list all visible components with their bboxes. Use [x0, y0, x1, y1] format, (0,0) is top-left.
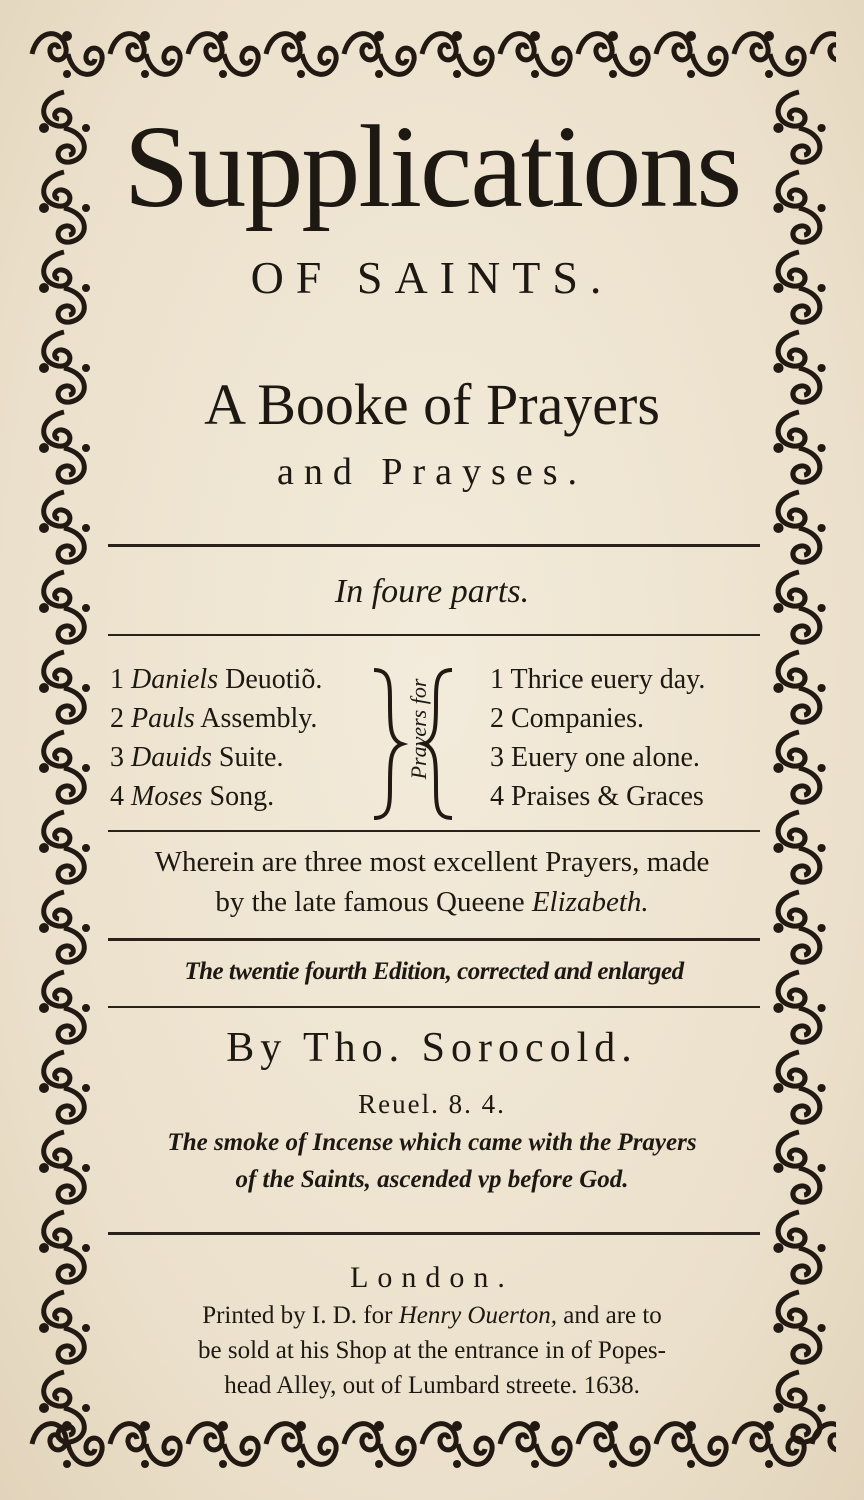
list-item: 4 Moses Song.: [110, 781, 275, 812]
rule-divider: [108, 938, 760, 941]
quote-line-2: of the Saints, ascended vp before God.: [235, 1166, 629, 1193]
scripture-quote: [104, 1124, 760, 1198]
parts-list-right: [490, 660, 705, 816]
rule-divider: [108, 1006, 760, 1008]
publisher-name: Henry Ouerton,: [398, 1302, 557, 1329]
rule-divider: [108, 634, 760, 636]
imprint-place: London.: [350, 1261, 514, 1294]
list-item: 3 Dauids Suite.: [110, 742, 284, 773]
list-item: 2 Companies.: [490, 703, 644, 734]
queen-name: Elizabeth.: [531, 886, 649, 918]
wherein-line-1: Wherein are three most excellent Prayers, made: [154, 846, 710, 878]
list-item: 3 Euery one alone.: [490, 742, 700, 773]
rule-divider: [108, 544, 760, 547]
ornamental-border-top: [28, 18, 836, 90]
subtitle-line-2: and Prayses.: [277, 451, 587, 493]
ornamental-border-right: [762, 18, 838, 1482]
parts-heading: In foure parts.: [334, 573, 530, 610]
ornamental-border-bottom: [28, 1408, 836, 1482]
title-subline: OF SAINTS.: [250, 252, 614, 303]
prayers-for-connector: Prayers for: [406, 678, 431, 780]
parts-list-left: [110, 660, 322, 816]
quote-line-1: The smoke of Incense which came with the Prayers: [167, 1129, 697, 1156]
scripture-reference: Reuel. 8. 4.: [358, 1089, 506, 1119]
rule-divider: [108, 830, 760, 832]
subtitle-line-1: A Booke of Prayers: [204, 372, 660, 437]
list-item: 2 Pauls Assembly.: [110, 703, 318, 734]
list-item: 1 Daniels Deuotiõ.: [110, 664, 323, 695]
rule-divider: [108, 1232, 760, 1235]
imprint-line-3: head Alley, out of Lumbard streete. 1638.: [224, 1372, 640, 1399]
wherein-line-2: by the late famous Queene Elizabeth.: [215, 886, 649, 918]
edition-note: The twentie fourth Edition, corrected and enlarged: [184, 958, 684, 985]
wherein-paragraph: [104, 842, 760, 922]
main-title: Supplications: [123, 101, 741, 232]
author-line: By Tho. Sorocold.: [226, 1025, 638, 1071]
imprint-line-2: be sold at his Shop at the entrance in of Popes-: [198, 1337, 666, 1364]
imprint-line-1: Printed by I. D. for Henry Ouerton, and are to: [202, 1302, 662, 1329]
title-page-content: [104, 92, 760, 1404]
ornamental-border-left: [28, 18, 102, 1482]
imprint-block: [104, 1298, 760, 1403]
list-item: 1 Thrice euery day.: [490, 664, 706, 695]
list-item: 4 Praises & Graces: [490, 781, 704, 812]
